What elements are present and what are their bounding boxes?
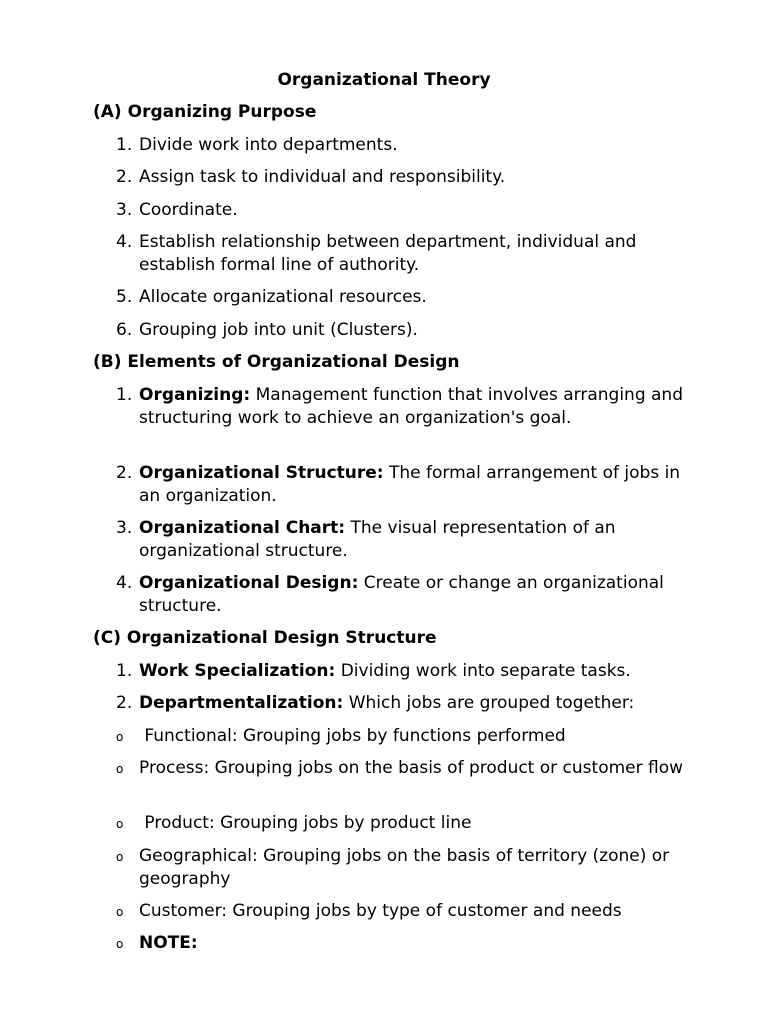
list-item — [116, 199, 696, 222]
list-description: Create or change an organizational structure. — [139, 573, 664, 616]
list-number: 1. — [116, 661, 133, 681]
list-number: 6. — [116, 320, 133, 340]
section-heading-a: (A) Organizing Purpose — [93, 102, 317, 122]
list-number: 3. — [116, 518, 133, 538]
bullet-text: Process: Grouping jobs on the basis of product or customer flow — [139, 758, 684, 778]
list-number: 2. — [116, 693, 133, 713]
list-number: 1. — [116, 135, 133, 155]
list-item — [116, 166, 696, 189]
bullet-item — [116, 812, 696, 835]
bullet-text: Customer: Grouping jobs by type of customer and needs — [139, 901, 622, 921]
bullet-item — [116, 845, 696, 891]
list-text — [139, 462, 696, 508]
bullet-circle-icon: o — [116, 905, 124, 919]
bullet-text — [139, 932, 696, 955]
bullet-circle-icon: o — [116, 850, 124, 864]
list-term: Organizational Chart: — [139, 518, 346, 538]
section-heading-b: (B) Elements of Organizational Design — [93, 352, 460, 372]
bullet-term: NOTE: — [139, 933, 198, 953]
bullet-circle-icon: o — [116, 817, 124, 831]
list-text — [139, 517, 696, 563]
list-number: 5. — [116, 287, 133, 307]
list-text: Assign task to individual and responsibility. — [139, 167, 506, 187]
section-heading-c: (C) Organizational Design Structure — [93, 628, 437, 648]
list-description: Dividing work into separate tasks. — [340, 661, 631, 681]
list-item — [116, 462, 696, 508]
list-item — [116, 692, 696, 715]
list-item — [116, 517, 696, 563]
list-item — [116, 384, 696, 430]
bullet-circle-icon: o — [116, 937, 124, 951]
list-item — [116, 319, 696, 342]
bullet-text: Product: Grouping jobs by product line — [139, 813, 472, 833]
list-text: Coordinate. — [139, 200, 238, 220]
list-text — [139, 660, 696, 683]
document-title: Organizational Theory — [277, 70, 491, 90]
list-text — [139, 572, 696, 618]
list-term: Organizational Structure: — [139, 463, 384, 483]
bullet-circle-icon: o — [116, 730, 124, 744]
list-item — [116, 286, 696, 309]
bullet-text: Functional: Grouping jobs by functions performed — [139, 726, 566, 746]
list-text — [139, 692, 696, 715]
bullet-text: Geographical: Grouping jobs on the basis of territory (zone) or geography — [139, 846, 670, 889]
list-description: The formal arrangement of jobs in an organization. — [139, 463, 681, 506]
list-number: 4. — [116, 232, 133, 252]
bullet-item — [116, 725, 696, 748]
list-term: Organizational Design: — [139, 573, 359, 593]
list-text — [139, 384, 696, 430]
list-item — [116, 134, 696, 157]
list-text: Divide work into departments. — [139, 135, 398, 155]
list-term: Organizing: — [139, 385, 251, 405]
list-text: Establish relationship between department, individual and establish formal line of authority. — [139, 232, 637, 275]
list-item — [116, 572, 696, 618]
list-number: 3. — [116, 200, 133, 220]
list-item — [116, 231, 696, 277]
list-term: Departmentalization: — [139, 693, 344, 713]
bullet-item — [116, 932, 696, 955]
list-text: Grouping job into unit (Clusters). — [139, 320, 418, 340]
list-description: Management function that involves arranging and structuring work to achieve an organization's goal. — [139, 385, 683, 428]
list-text: Allocate organizational resources. — [139, 287, 427, 307]
list-number: 2. — [116, 463, 133, 483]
list-description: The visual representation of an organizational structure. — [139, 518, 616, 561]
list-number: 1. — [116, 385, 133, 405]
list-term: Work Specialization: — [139, 661, 336, 681]
list-number: 2. — [116, 167, 133, 187]
list-description: Which jobs are grouped together: — [348, 693, 635, 713]
list-item — [116, 660, 696, 683]
bullet-item — [116, 900, 696, 923]
bullet-circle-icon: o — [116, 762, 124, 776]
list-number: 4. — [116, 573, 133, 593]
bullet-item — [116, 757, 696, 780]
